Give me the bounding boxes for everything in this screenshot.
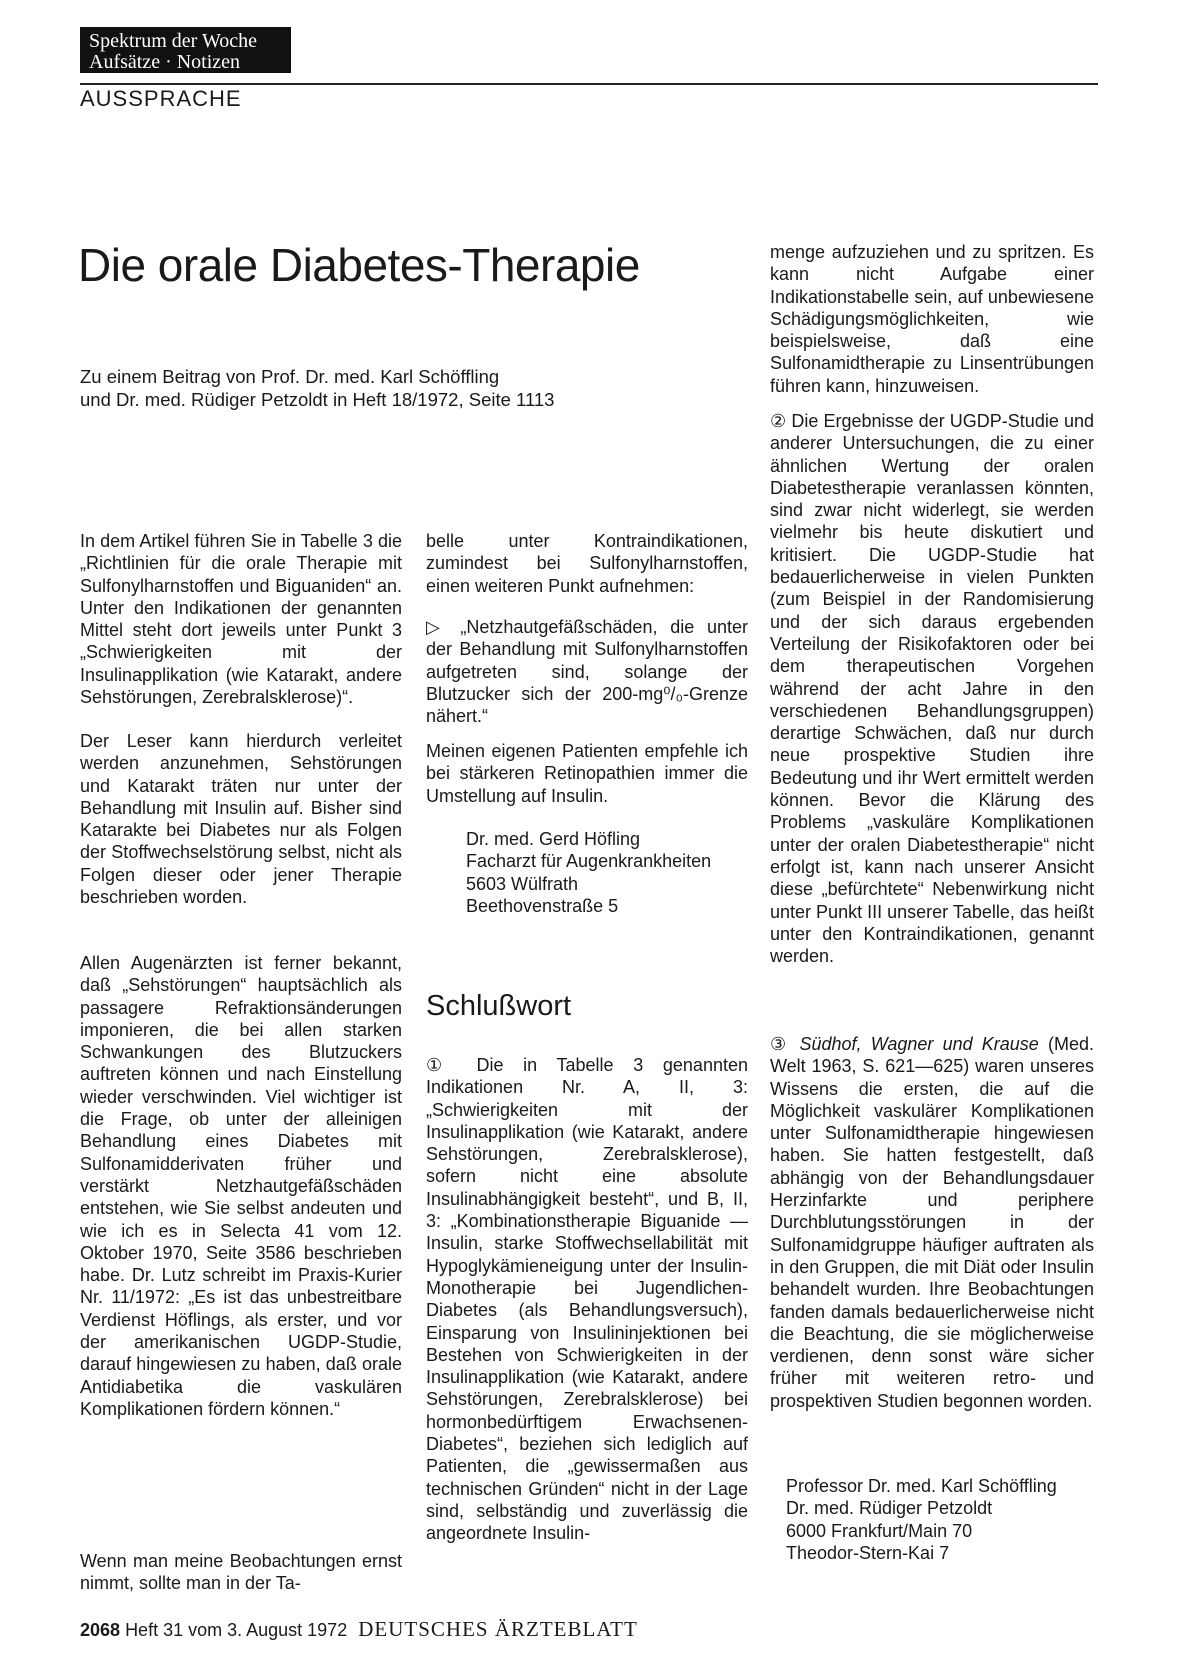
- reply-author-2: Dr. med. Rüdiger Petzoldt: [786, 1498, 993, 1519]
- header-rule: [80, 83, 1098, 85]
- author-role: Facharzt für Augenkrankheiten: [466, 851, 712, 872]
- page-footer: [80, 1617, 638, 1642]
- section-label: AUSSPRACHE: [80, 86, 242, 111]
- reply-author-1: Professor Dr. med. Karl Schöffling: [786, 1476, 1057, 1496]
- issue-info: Heft 31 vom 3. August 1972: [125, 1620, 348, 1640]
- cited-authors: Südhof, Wagner und Krause: [799, 1034, 1039, 1054]
- schlusswort-heading: Schlußwort: [426, 990, 572, 1022]
- col3-paragraph-2: ② Die Ergebnisse der UGDP-Studie und anderer Untersuchungen, die zu einer ähnlichen Wertung der oralen Diabetestherapie veranlassen könnten, sind zwar nicht widerlegt, sie werden vielmehr bis heute diskutiert und kritisiert. Die UGDP-Studie hat bedauerlicherweise in vielen Punkten (zum Beispiel in der Randomisierung und der sich daraus ergebenden Verteilung der Risikofaktoren oder bei dem therapeutischen Vorgehen während der acht Jahre in den verschiedenen Behandlungsgruppen) derartige Schwächen, daß nur durch neue prospektive Studien ihre Bedeutung und ihr Wert ermittelt werden können. Bevor die Klärung des Problems „vaskuläre Komplikationen unter der oralen Diabetestherapie“ nicht erfolgt ist, kann nach unserer Ansicht diese „befürchtete“ Nebenwirkung nicht unter Punkt III unserer Tabelle, das heißt unter den Kontraindikationen, genannt werden.: [770, 411, 1094, 967]
- col2-quote: ▷ „Netzhautgefäßschäden, die unter der Behandlung mit Sulfonylharnstoffen aufgetreten sind, solange der Blutzucker sich der 200-mg⁰/₀-Grenze nähert.“: [426, 617, 748, 727]
- subtitle-line-1: Zu einem Beitrag von Prof. Dr. med. Karl Schöffling: [80, 366, 500, 387]
- col1-paragraph-4: Wenn man meine Beobachtungen ernst nimmt, sollte man in der Ta-: [80, 1551, 402, 1594]
- header-line-1: Spektrum der Woche: [89, 30, 257, 52]
- col1-paragraph-1: In dem Artikel führen Sie in Tabelle 3 die „Richtlinien für die orale Therapie mit Sulfonylharnstoffen und Biguaniden“ an. Unter den Indikationen der genannten Mittel steht dort jeweils unter Punkt 3 „Schwierigkeiten mit der Insulinapplikation (wie Katarakt, andere Sehstörungen, Zerebralsklerose)“.: [80, 531, 402, 708]
- col3-paragraph-3: ③ Südhof, Wagner und Krause (Med. Welt 1963, S. 621—625) waren unseres Wissens die ersten, die auf die Möglichkeit vaskulärer Komplikationen unter Sulfonamidtherapie hingewiesen haben. Sie hatten festgestellt, daß abhängig von der Behandlungsdauer Herzinfarkte und periphere Durchblutungsstörungen in der Sulfonamidgruppe häufiger auftraten als in den Gruppen, die mit Diät oder Insulin behandelt wurden. Ihre Beobachtungen fanden damals bedauerlicherweise nicht die Beachtung, die sie möglicherweise verdienen, denn sonst wäre sicher früher mit weiteren retro- und prospektiven Studien begonnen worden.: [770, 1034, 1094, 1411]
- col2-paragraph-3: ① Die in Tabelle 3 genannten Indikationen Nr. A, II, 3: „Schwierigkeiten mit der Insulinapplikation (wie Katarakt, andere Sehstörungen, Zerebralsklerose), sofern nicht eine absolute Insulinabhängigkeit besteht“, und B, II, 3: „Kombinationstherapie Biguanide — Insulin, starke Stoffwechsellabilität mit Hypoglykämieneigung unter der Insulin-Monotherapie bei Jugendlichen-Diabetes (als Behandlungsversuch), Einsparung von Insulininjektionen bei Bestehen von Schwierigkeiten in der Insulinapplikation (wie Katarakt, andere Sehstörungen, Zerebralsklerose) bei hormonbedürftigem Erwachsenen-Diabetes“, beziehen sich lediglich auf Patienten, die „gewissermaßen aus technischen Gründen“ nicht in der Lage sind, selbständig und zuverlässig die angeordnete Insulin-: [426, 1055, 748, 1544]
- reply-city: 6000 Frankfurt/Main 70: [786, 1520, 973, 1541]
- reply-street: Theodor-Stern-Kai 7: [786, 1542, 950, 1563]
- subtitle-line-2: und Dr. med. Rüdiger Petzoldt in Heft 18/1972, Seite 1113: [80, 389, 555, 410]
- article-title: Die orale Diabetes-Therapie: [78, 239, 640, 291]
- author-street: Beethovenstraße 5: [466, 895, 619, 916]
- col2-paragraph-1: belle unter Kontraindikationen, zumindest bei Sulfonylharnstoffen, einen weiteren Punkt aufnehmen:: [426, 531, 748, 596]
- author-name: Dr. med. Gerd Höfling: [466, 829, 641, 849]
- col1-paragraph-3: Allen Augenärzten ist ferner bekannt, daß „Sehstörungen“ hauptsächlich als passagere Refraktionsänderungen imponieren, die bei allen starken Schwankungen des Blutzuckers auftreten können und nach Einstellung wieder verschwinden. Viel wichtiger ist die Frage, ob unter der alleinigen Behandlung eines Diabetes mit Sulfonamidderivaten früher und verstärkt Netzhautgefäßschäden entstehen, wie Sie selbst andeuten und wie ich es in Selecta 41 vom 12. Oktober 1970, Seite 3586 beschrieben habe. Dr. Lutz schreibt im Praxis-Kurier Nr. 11/1972: „Es ist das unbestreitbare Verdienst Höflings, als erster, und vor der amerikanischen UGDP-Studie, darauf hingewiesen zu haben, daß orale Antidiabetika die vaskulären Komplikationen fördern können.“: [80, 953, 402, 1419]
- author-city: 5603 Wülfrath: [466, 873, 579, 894]
- article-subtitle: [80, 365, 554, 411]
- magazine-name: DEUTSCHES ÄRZTEBLATT: [358, 1617, 638, 1641]
- section-header-badge: [80, 27, 291, 73]
- col1-paragraph-2: Der Leser kann hierdurch verleitet werden anzunehmen, Sehstörungen und Katarakt träten nur unter der Behandlung mit Insulin auf. Bisher sind Katarakte bei Diabetes nur als Folgen der Stoffwechselstörung selbst, nicht als Folgen dieser oder jener Therapie beschrieben worden.: [80, 731, 402, 908]
- letter-author-address: [466, 828, 711, 917]
- header-line-2: Aufsätze · Notizen: [89, 51, 241, 73]
- col3-paragraph-1: menge aufzuziehen und zu spritzen. Es kann nicht Aufgabe einer Indikationstabelle sein, auf unbewiesene Schädigungsmöglichkeiten, wie beispielsweise, daß eine Sulfonamidtherapie zu Linsentrübungen führen kann, hinzuweisen.: [770, 242, 1094, 396]
- col2-paragraph-2: Meinen eigenen Patienten empfehle ich bei stärkeren Retinopathien immer die Umstellung auf Insulin.: [426, 741, 748, 806]
- reply-authors-address: [786, 1475, 1057, 1564]
- page-number: 2068: [80, 1620, 121, 1640]
